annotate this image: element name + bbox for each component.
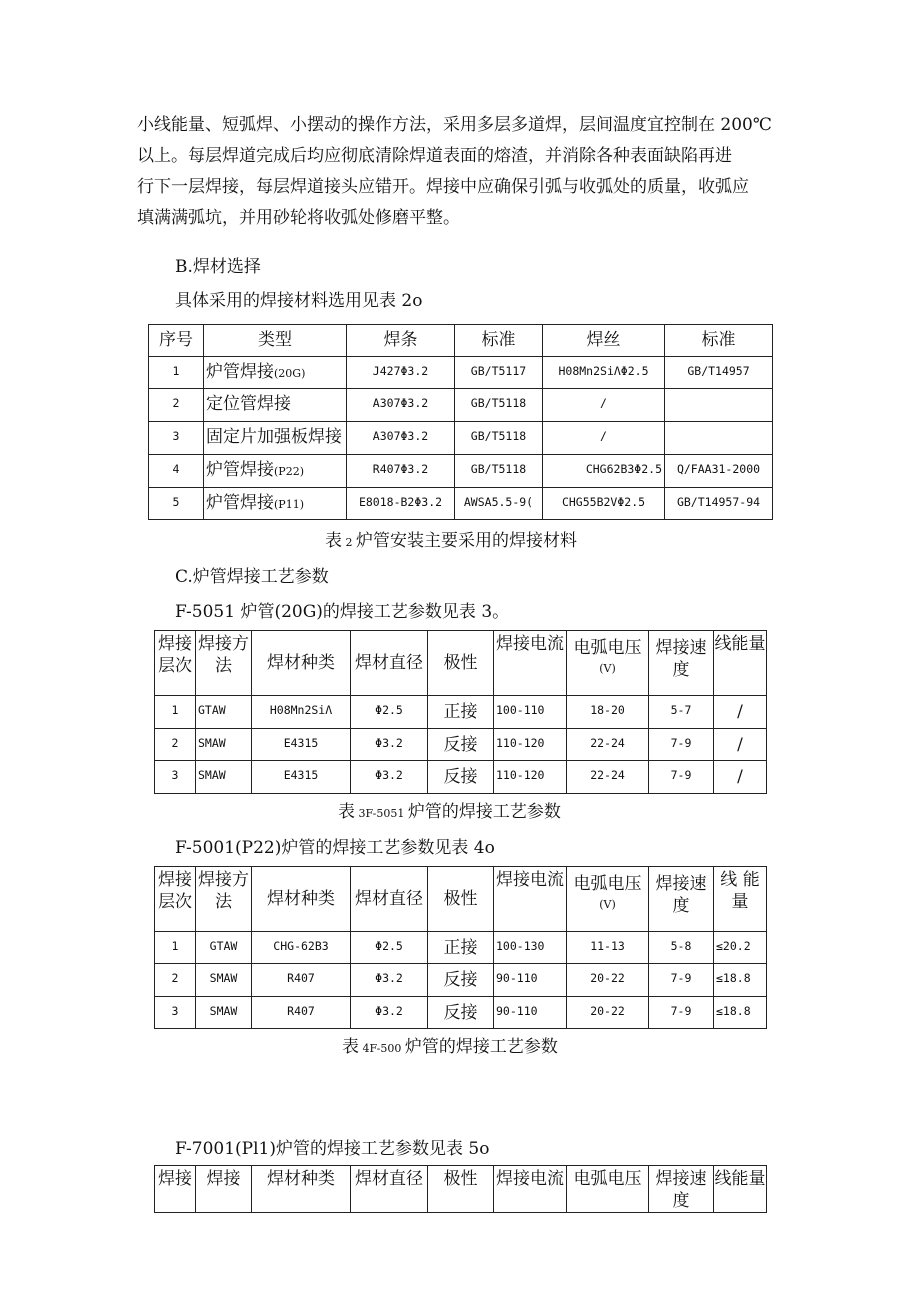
header-current: 焊接电流 [494, 867, 567, 932]
intro-line-4: 填满满弧坑，并用砂轮将收弧处修磨平整。 [137, 208, 460, 228]
table-row [149, 389, 773, 422]
caption-text: 炉管安装主要采用的焊接材料 [356, 531, 577, 551]
cell-energy: ≤18.8 [714, 964, 767, 997]
cell-no: 3 [149, 422, 204, 455]
header-polarity: 极性 [428, 867, 494, 932]
type-text: 炉管焊接 [206, 362, 274, 382]
cell-current: 90-110 [494, 964, 567, 997]
intro-line-1: 小线能量、短弧焊、小摆动的操作方法，采用多层多道焊，层间温度宜控制在 200℃ [137, 115, 772, 135]
header-polarity: 极性 [428, 1166, 494, 1213]
header-material: 焊材种类 [252, 1166, 351, 1213]
header-layer: 焊接 [155, 1166, 196, 1213]
cell-no: 2 [149, 389, 204, 422]
table-header-row [155, 631, 767, 696]
cell-type [204, 488, 347, 520]
cell-wire: CHG55B2VΦ2.5 [543, 488, 665, 520]
cell-polarity: 反接 [428, 761, 494, 794]
cell-layer: 2 [155, 729, 196, 761]
welding-materials-table [148, 324, 773, 520]
cell-std1: AWSA5.5-9( [455, 488, 543, 520]
table-row [149, 357, 773, 389]
type-text: 定位管焊接 [206, 394, 291, 414]
header-diameter: 焊材直径 [351, 1166, 428, 1213]
type-text: 固定片加强板焊接 [206, 427, 342, 447]
cell-rod: E8018-B2Φ3.2 [347, 488, 455, 520]
header-method: 焊接方法 [196, 631, 252, 696]
cell-diameter: Φ3.2 [351, 729, 428, 761]
table-5-intro: F-7001(Pl1)炉管的焊接工艺参数见表 5o [175, 1139, 490, 1159]
cell-voltage: 11-13 [567, 932, 649, 964]
header-diameter: 焊材直径 [351, 867, 428, 932]
caption-text: 炉管的焊接工艺参数 [407, 802, 561, 822]
cell-std2 [665, 422, 773, 455]
cell-material: H08Mn2SiΛ [252, 696, 351, 729]
type-sub: (P11) [274, 498, 304, 511]
cell-rod: J427Φ3.2 [347, 357, 455, 389]
cell-rod: R407Φ3.2 [347, 455, 455, 488]
cell-std2: Q/FAA31-2000 [665, 455, 773, 488]
cell-material: R407 [252, 997, 351, 1029]
header-method: 焊接 [196, 1166, 252, 1213]
header-energy: 线能量 [714, 1166, 767, 1213]
cell-energy: / [714, 761, 767, 794]
table-row [155, 761, 767, 794]
section-c-heading: C.炉管焊接工艺参数 [175, 567, 329, 587]
cell-std2 [665, 389, 773, 422]
cell-voltage: 20-22 [567, 964, 649, 997]
table-row [155, 729, 767, 761]
cell-diameter: Φ3.2 [351, 997, 428, 1029]
cell-material: E4315 [252, 761, 351, 794]
caption-number: 2 [342, 536, 356, 549]
type-text: 炉管焊接 [206, 460, 274, 480]
header-voltage [567, 631, 649, 696]
header-voltage: 电弧电压 [567, 1166, 649, 1213]
cell-layer: 3 [155, 761, 196, 794]
cell-material: CHG-62B3 [252, 932, 351, 964]
cell-polarity: 反接 [428, 964, 494, 997]
intro-line-3: 行下一层焊接，每层焊道接头应错开。焊接中应确保引弧与收弧处的质量，收弧应 [137, 177, 749, 197]
cell-no: 1 [149, 357, 204, 389]
cell-method: SMAW [196, 997, 252, 1029]
cell-std1: GB/T5118 [455, 389, 543, 422]
cell-polarity: 正接 [428, 932, 494, 964]
cell-current: 100-110 [494, 696, 567, 729]
voltage-label: 电弧电压 [573, 874, 642, 894]
type-sub: (P22) [274, 465, 304, 478]
cell-voltage: 18-20 [567, 696, 649, 729]
header-current: 焊接电流 [494, 1166, 567, 1213]
cell-wire: / [543, 422, 665, 455]
caption-text: 炉管的焊接工艺参数 [404, 1037, 558, 1057]
process-params-table-5 [154, 1165, 767, 1213]
cell-current: 110-120 [494, 761, 567, 794]
table-row [149, 455, 773, 488]
header-wire: 焊丝 [543, 325, 665, 357]
table-header-row [155, 867, 767, 932]
header-material: 焊材种类 [252, 867, 351, 932]
cell-method: SMAW [196, 964, 252, 997]
header-rod: 焊条 [347, 325, 455, 357]
cell-energy: / [714, 696, 767, 729]
cell-wire: / [543, 389, 665, 422]
table-4-caption [342, 1032, 558, 1057]
cell-speed: 7-9 [649, 964, 714, 997]
caption-number: 3F-5051 [355, 807, 408, 820]
table-3-caption [338, 797, 561, 822]
process-params-table-4 [154, 866, 767, 1029]
cell-diameter: Φ2.5 [351, 696, 428, 729]
table-row [155, 997, 767, 1029]
cell-current: 100-130 [494, 932, 567, 964]
cell-diameter: Φ3.2 [351, 964, 428, 997]
cell-no: 5 [149, 488, 204, 520]
cell-material: E4315 [252, 729, 351, 761]
cell-type [204, 389, 347, 422]
caption-pre: 表 [342, 1037, 359, 1057]
table-4-intro: F-5001(P22)炉管的焊接工艺参数见表 4o [175, 838, 495, 858]
header-diameter: 焊材直径 [351, 631, 428, 696]
cell-layer: 2 [155, 964, 196, 997]
caption-number: 4F-500 [359, 1042, 405, 1055]
cell-layer: 1 [155, 932, 196, 964]
table-row [155, 696, 767, 729]
section-b-heading: B.焊材选择 [175, 257, 261, 277]
table-row [149, 488, 773, 520]
cell-current: 110-120 [494, 729, 567, 761]
header-speed: 焊接速度 [649, 631, 714, 696]
cell-std2: GB/T14957-94 [665, 488, 773, 520]
cell-diameter: Φ3.2 [351, 761, 428, 794]
cell-type [204, 422, 347, 455]
cell-current: 90-110 [494, 997, 567, 1029]
header-type: 类型 [204, 325, 347, 357]
cell-polarity: 正接 [428, 696, 494, 729]
header-layer: 焊接层次 [155, 867, 196, 932]
table-2-caption [325, 526, 577, 551]
cell-diameter: Φ2.5 [351, 932, 428, 964]
cell-polarity: 反接 [428, 729, 494, 761]
cell-std1: GB/T5118 [455, 455, 543, 488]
type-sub: (20G) [274, 367, 306, 380]
process-params-table-3 [154, 630, 767, 794]
cell-std2: GB/T14957 [665, 357, 773, 389]
type-text: 炉管焊接 [206, 493, 274, 513]
table-row [149, 422, 773, 455]
cell-no: 4 [149, 455, 204, 488]
cell-speed: 5-7 [649, 696, 714, 729]
table-row [155, 964, 767, 997]
header-no: 序号 [149, 325, 204, 357]
cell-voltage: 22-24 [567, 761, 649, 794]
table-header-row [155, 1166, 767, 1213]
cell-layer: 1 [155, 696, 196, 729]
header-standard: 标准 [455, 325, 543, 357]
header-voltage [567, 867, 649, 932]
header-standard-2: 标准 [665, 325, 773, 357]
cell-energy: / [714, 729, 767, 761]
cell-speed: 7-9 [649, 729, 714, 761]
voltage-label: 电弧电压 [573, 638, 642, 658]
caption-pre: 表 [325, 531, 342, 551]
cell-speed: 5-8 [649, 932, 714, 964]
voltage-unit: (V) [599, 898, 616, 911]
cell-type [204, 357, 347, 389]
header-method: 焊接方法 [196, 867, 252, 932]
cell-rod: A307Φ3.2 [347, 389, 455, 422]
cell-std1: GB/T5118 [455, 422, 543, 455]
cell-voltage: 20-22 [567, 997, 649, 1029]
caption-pre: 表 [338, 802, 355, 822]
cell-type [204, 455, 347, 488]
header-polarity: 极性 [428, 631, 494, 696]
cell-method: SMAW [196, 761, 252, 794]
header-energy: 线能量 [714, 631, 767, 696]
cell-material: R407 [252, 964, 351, 997]
table-3-intro: F-5051 炉管(20G)的焊接工艺参数见表 3。 [175, 602, 510, 622]
section-b-intro: 具体采用的焊接材料选用见表 2o [175, 291, 423, 311]
table-row [155, 932, 767, 964]
type-clip [206, 427, 346, 454]
header-layer: 焊接层次 [155, 631, 196, 696]
header-speed: 焊接速度 [649, 1166, 714, 1213]
cell-layer: 3 [155, 997, 196, 1029]
cell-std1: GB/T5117 [455, 357, 543, 389]
table-header-row [149, 325, 773, 357]
cell-speed: 7-9 [649, 997, 714, 1029]
cell-energy: ≤20.2 [714, 932, 767, 964]
header-current: 焊接电流 [494, 631, 567, 696]
cell-rod: A307Φ3.2 [347, 422, 455, 455]
header-energy: 线 能量 [714, 867, 767, 932]
cell-energy: ≤18.8 [714, 997, 767, 1029]
cell-wire: H08Mn2SiΛΦ2.5 [543, 357, 665, 389]
cell-method: GTAW [196, 696, 252, 729]
voltage-unit: (V) [599, 662, 616, 675]
intro-line-2: 以上。每层焊道完成后均应彻底清除焊道表面的熔渣，并消除各种表面缺陷再进 [137, 146, 732, 166]
header-material: 焊材种类 [252, 631, 351, 696]
cell-polarity: 反接 [428, 997, 494, 1029]
cell-speed: 7-9 [649, 761, 714, 794]
cell-method: GTAW [196, 932, 252, 964]
header-speed: 焊接速度 [649, 867, 714, 932]
cell-wire: CHG62B3Φ2.5 [543, 455, 665, 488]
cell-method: SMAW [196, 729, 252, 761]
cell-voltage: 22-24 [567, 729, 649, 761]
